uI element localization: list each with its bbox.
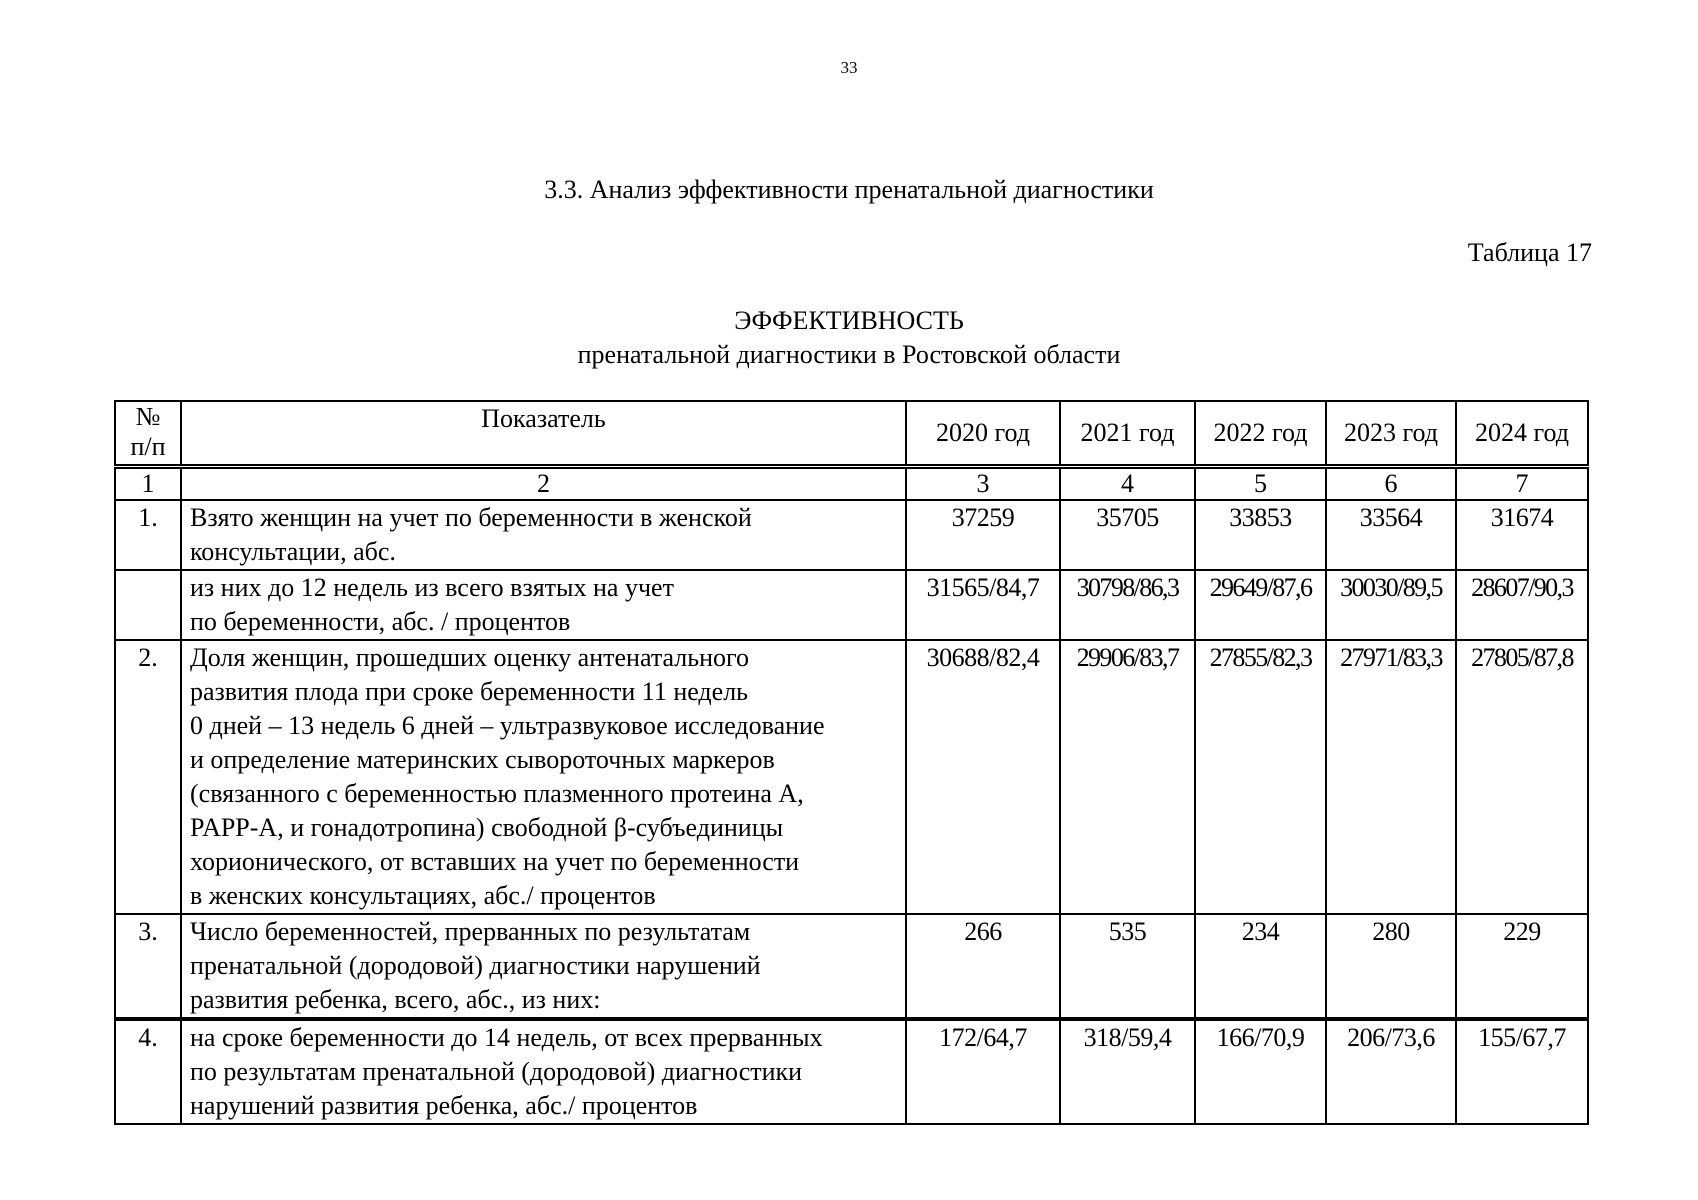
indicator-line: нарушений развития ребенка, абс./ процентов xyxy=(190,1091,698,1120)
table-title-main: ЭФФЕКТИВНОСТЬ xyxy=(734,306,964,335)
header-num xyxy=(115,401,181,467)
header-year-2024: 2024 год xyxy=(1456,401,1588,467)
table-row xyxy=(115,640,1588,914)
indicator-line: (связанного с беременностью плазменного протеина А, xyxy=(190,779,804,808)
row-number: 2. xyxy=(115,640,181,914)
indicator-line: пренатальной (дородовой) диагностики нарушений xyxy=(190,951,761,980)
indicator-line: и определение материнских сывороточных маркеров xyxy=(190,745,775,774)
value-2022: 33853 xyxy=(1195,500,1326,570)
indicator-line: консультации, абс. xyxy=(190,537,396,566)
value-2023: 27971/83,3 xyxy=(1326,640,1456,914)
value-2020: 30688/82,4 xyxy=(906,640,1060,914)
indicator-line: Число беременностей, прерванных по результатам xyxy=(190,917,751,946)
value-2020: 266 xyxy=(906,914,1060,1019)
row-number: 4. xyxy=(115,1019,181,1124)
value-2023: 206/73,6 xyxy=(1326,1019,1456,1124)
column-index-row xyxy=(115,467,1588,501)
column-index: 6 xyxy=(1326,467,1456,501)
header-year-2020: 2020 год xyxy=(906,401,1060,467)
header-year-2021: 2021 год xyxy=(1060,401,1195,467)
value-2021: 318/59,4 xyxy=(1060,1019,1195,1124)
indicator-line: в женских консультациях, абс./ процентов xyxy=(190,881,656,910)
row-number: 3. xyxy=(115,914,181,1019)
table-row xyxy=(115,1019,1588,1124)
value-2022: 29649/87,6 xyxy=(1195,570,1326,640)
value-2023: 280 xyxy=(1326,914,1456,1019)
value-2023: 33564 xyxy=(1326,500,1456,570)
value-2021: 535 xyxy=(1060,914,1195,1019)
value-2020: 31565/84,7 xyxy=(906,570,1060,640)
row-number: 1. xyxy=(115,500,181,570)
column-index: 5 xyxy=(1195,467,1326,501)
indicator-text xyxy=(181,1019,906,1124)
header-year-2023: 2023 год xyxy=(1326,401,1456,467)
value-2021: 29906/83,7 xyxy=(1060,640,1195,914)
column-index: 7 xyxy=(1456,467,1588,501)
indicator-line: по беременности, абс. / процентов xyxy=(190,607,571,636)
section-title: 3.3. Анализ эффективности пренатальной диагностики xyxy=(544,175,1154,204)
table-row xyxy=(115,914,1588,1019)
indicator-line: на сроке беременности до 14 недель, от всех прерванных xyxy=(190,1023,823,1052)
value-2024: 229 xyxy=(1456,914,1588,1019)
table-row xyxy=(115,570,1588,640)
row-number xyxy=(115,570,181,640)
table-label: Таблица 17 xyxy=(1467,238,1592,267)
header-row xyxy=(115,401,1588,467)
indicator-line: Доля женщин, прошедших оценку антенатального xyxy=(190,643,750,672)
header-year-2022: 2022 год xyxy=(1195,401,1326,467)
indicator-line: развития плода при сроке беременности 11 недель xyxy=(190,677,749,706)
indicator-line: Взято женщин на учет по беременности в женской xyxy=(190,503,752,532)
value-2020: 37259 xyxy=(906,500,1060,570)
value-2023: 30030/89,5 xyxy=(1326,570,1456,640)
column-index: 1 xyxy=(115,467,181,501)
value-2024: 155/67,7 xyxy=(1456,1019,1588,1124)
table-title xyxy=(0,304,1698,372)
indicator-line: из них до 12 недель из всего взятых на учет xyxy=(190,573,674,602)
page-number: 33 xyxy=(840,58,858,77)
column-index: 3 xyxy=(906,467,1060,501)
value-2021: 35705 xyxy=(1060,500,1195,570)
value-2024: 27805/87,8 xyxy=(1456,640,1588,914)
value-2022: 234 xyxy=(1195,914,1326,1019)
indicator-text xyxy=(181,500,906,570)
indicator-line: развития ребенка, всего, абс., из них: xyxy=(190,985,601,1014)
value-2021: 30798/86,3 xyxy=(1060,570,1195,640)
table-title-subtitle: пренатальной диагностики в Ростовской области xyxy=(577,340,1121,369)
value-2024: 28607/90,3 xyxy=(1456,570,1588,640)
indicator-line: 0 дней – 13 недель 6 дней – ультразвуковое исследование xyxy=(190,711,825,740)
header-indicator: Показатель xyxy=(181,401,906,467)
column-index: 4 xyxy=(1060,467,1195,501)
column-index: 2 xyxy=(181,467,906,501)
value-2022: 166/70,9 xyxy=(1195,1019,1326,1124)
indicator-line: хорионического, от вставших на учет по беременности xyxy=(190,847,800,876)
indicator-text xyxy=(181,914,906,1019)
indicator-line: по результатам пренатальной (дородовой) диагностики xyxy=(190,1057,803,1086)
indicator-line: PAPP-A, и гонадотропина) свободной β-субъединицы xyxy=(190,813,784,842)
header-num-symbol: № xyxy=(135,402,161,431)
efficiency-table xyxy=(114,400,1589,1125)
header-num-abbr: п/п xyxy=(130,432,166,461)
table-row xyxy=(115,500,1588,570)
indicator-text xyxy=(181,640,906,914)
value-2020: 172/64,7 xyxy=(906,1019,1060,1124)
indicator-text xyxy=(181,570,906,640)
value-2024: 31674 xyxy=(1456,500,1588,570)
value-2022: 27855/82,3 xyxy=(1195,640,1326,914)
